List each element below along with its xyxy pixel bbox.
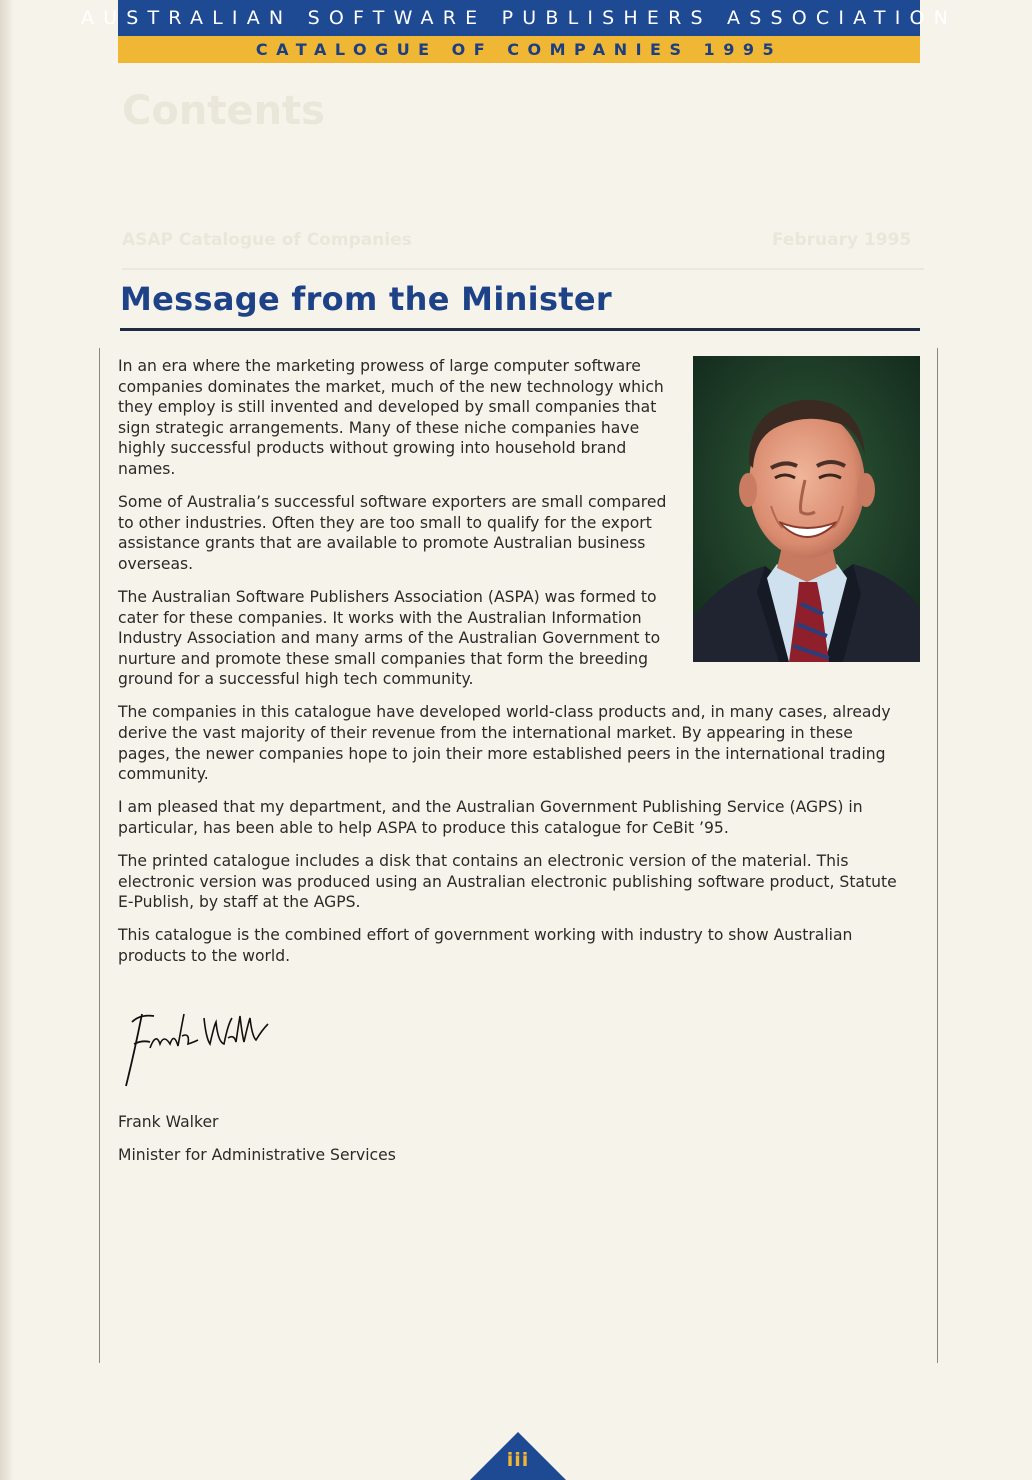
paragraph: In an era where the marketing prowess of large computer software companies dominates the market, much of the new technology which they employ is still invented and developed by small companies that sign strategic arrangements. Many of these niche companies have highly successful products without growing into household brand names. — [118, 357, 664, 478]
catalogue-title: CATALOGUE OF COMPANIES 1995 — [255, 40, 783, 59]
paragraph: The Australian Software Publishers Association (ASPA) was formed to cater for these companies. It works with the Australian Information Industry Association and many arms of the Australian Government to nurture and promote these small companies that form the breeding ground for a successful high tech community. — [118, 587, 661, 689]
paragraph: The companies in this catalogue have developed world-class products and, in many cases, already derive the vast majority of their revenue from the international market. By appearing in these pages, the newer companies hope to join their more established peers in the international trading community. — [118, 703, 891, 784]
header-banner — [80, 0, 958, 63]
signer-role: Minister for Administrative Services — [118, 1146, 396, 1164]
paragraph: The printed catalogue includes a disk that contains an electronic version of the material. This electronic version was produced using an Australian electronic publishing software product, Statute E-Publish, by staff at the AGPS. — [118, 851, 897, 912]
message-body — [118, 356, 903, 979]
paragraph: I am pleased that my department, and the Australian Government Publishing Service (AGPS) in particular, has been able to help ASPA to produce this catalogue for CeBit ’95. — [118, 798, 863, 837]
left-margin-rule — [99, 348, 100, 1363]
handwritten-signature — [120, 1004, 270, 1088]
association-bar — [80, 0, 958, 36]
paragraph: Some of Australia’s successful software exporters are small compared to other industries. Often they are too small to qualify for the export assistance grants that are available to promote Australian business overseas. — [118, 493, 667, 573]
article-title: Message from the Minister — [120, 280, 612, 318]
title-underline — [120, 328, 920, 331]
page-gutter-shadow — [0, 0, 14, 1480]
show-through-date: February 1995 — [772, 230, 912, 250]
signature-drawing — [120, 1004, 270, 1088]
right-margin-rule — [937, 348, 938, 1363]
page-number: iii — [506, 1449, 530, 1471]
show-through-subheading: ASAP Catalogue of Companies — [122, 230, 412, 250]
catalogue-bar — [118, 36, 920, 63]
paragraph: This catalogue is the combined effort of government working with industry to show Australian products to the world. — [118, 926, 853, 965]
show-through-rule — [122, 268, 924, 270]
signer-name: Frank Walker — [118, 1113, 219, 1131]
association-name: AUSTRALIAN SOFTWARE PUBLISHERS ASSOCIATION — [80, 7, 958, 29]
show-through-heading: Contents — [122, 88, 325, 134]
